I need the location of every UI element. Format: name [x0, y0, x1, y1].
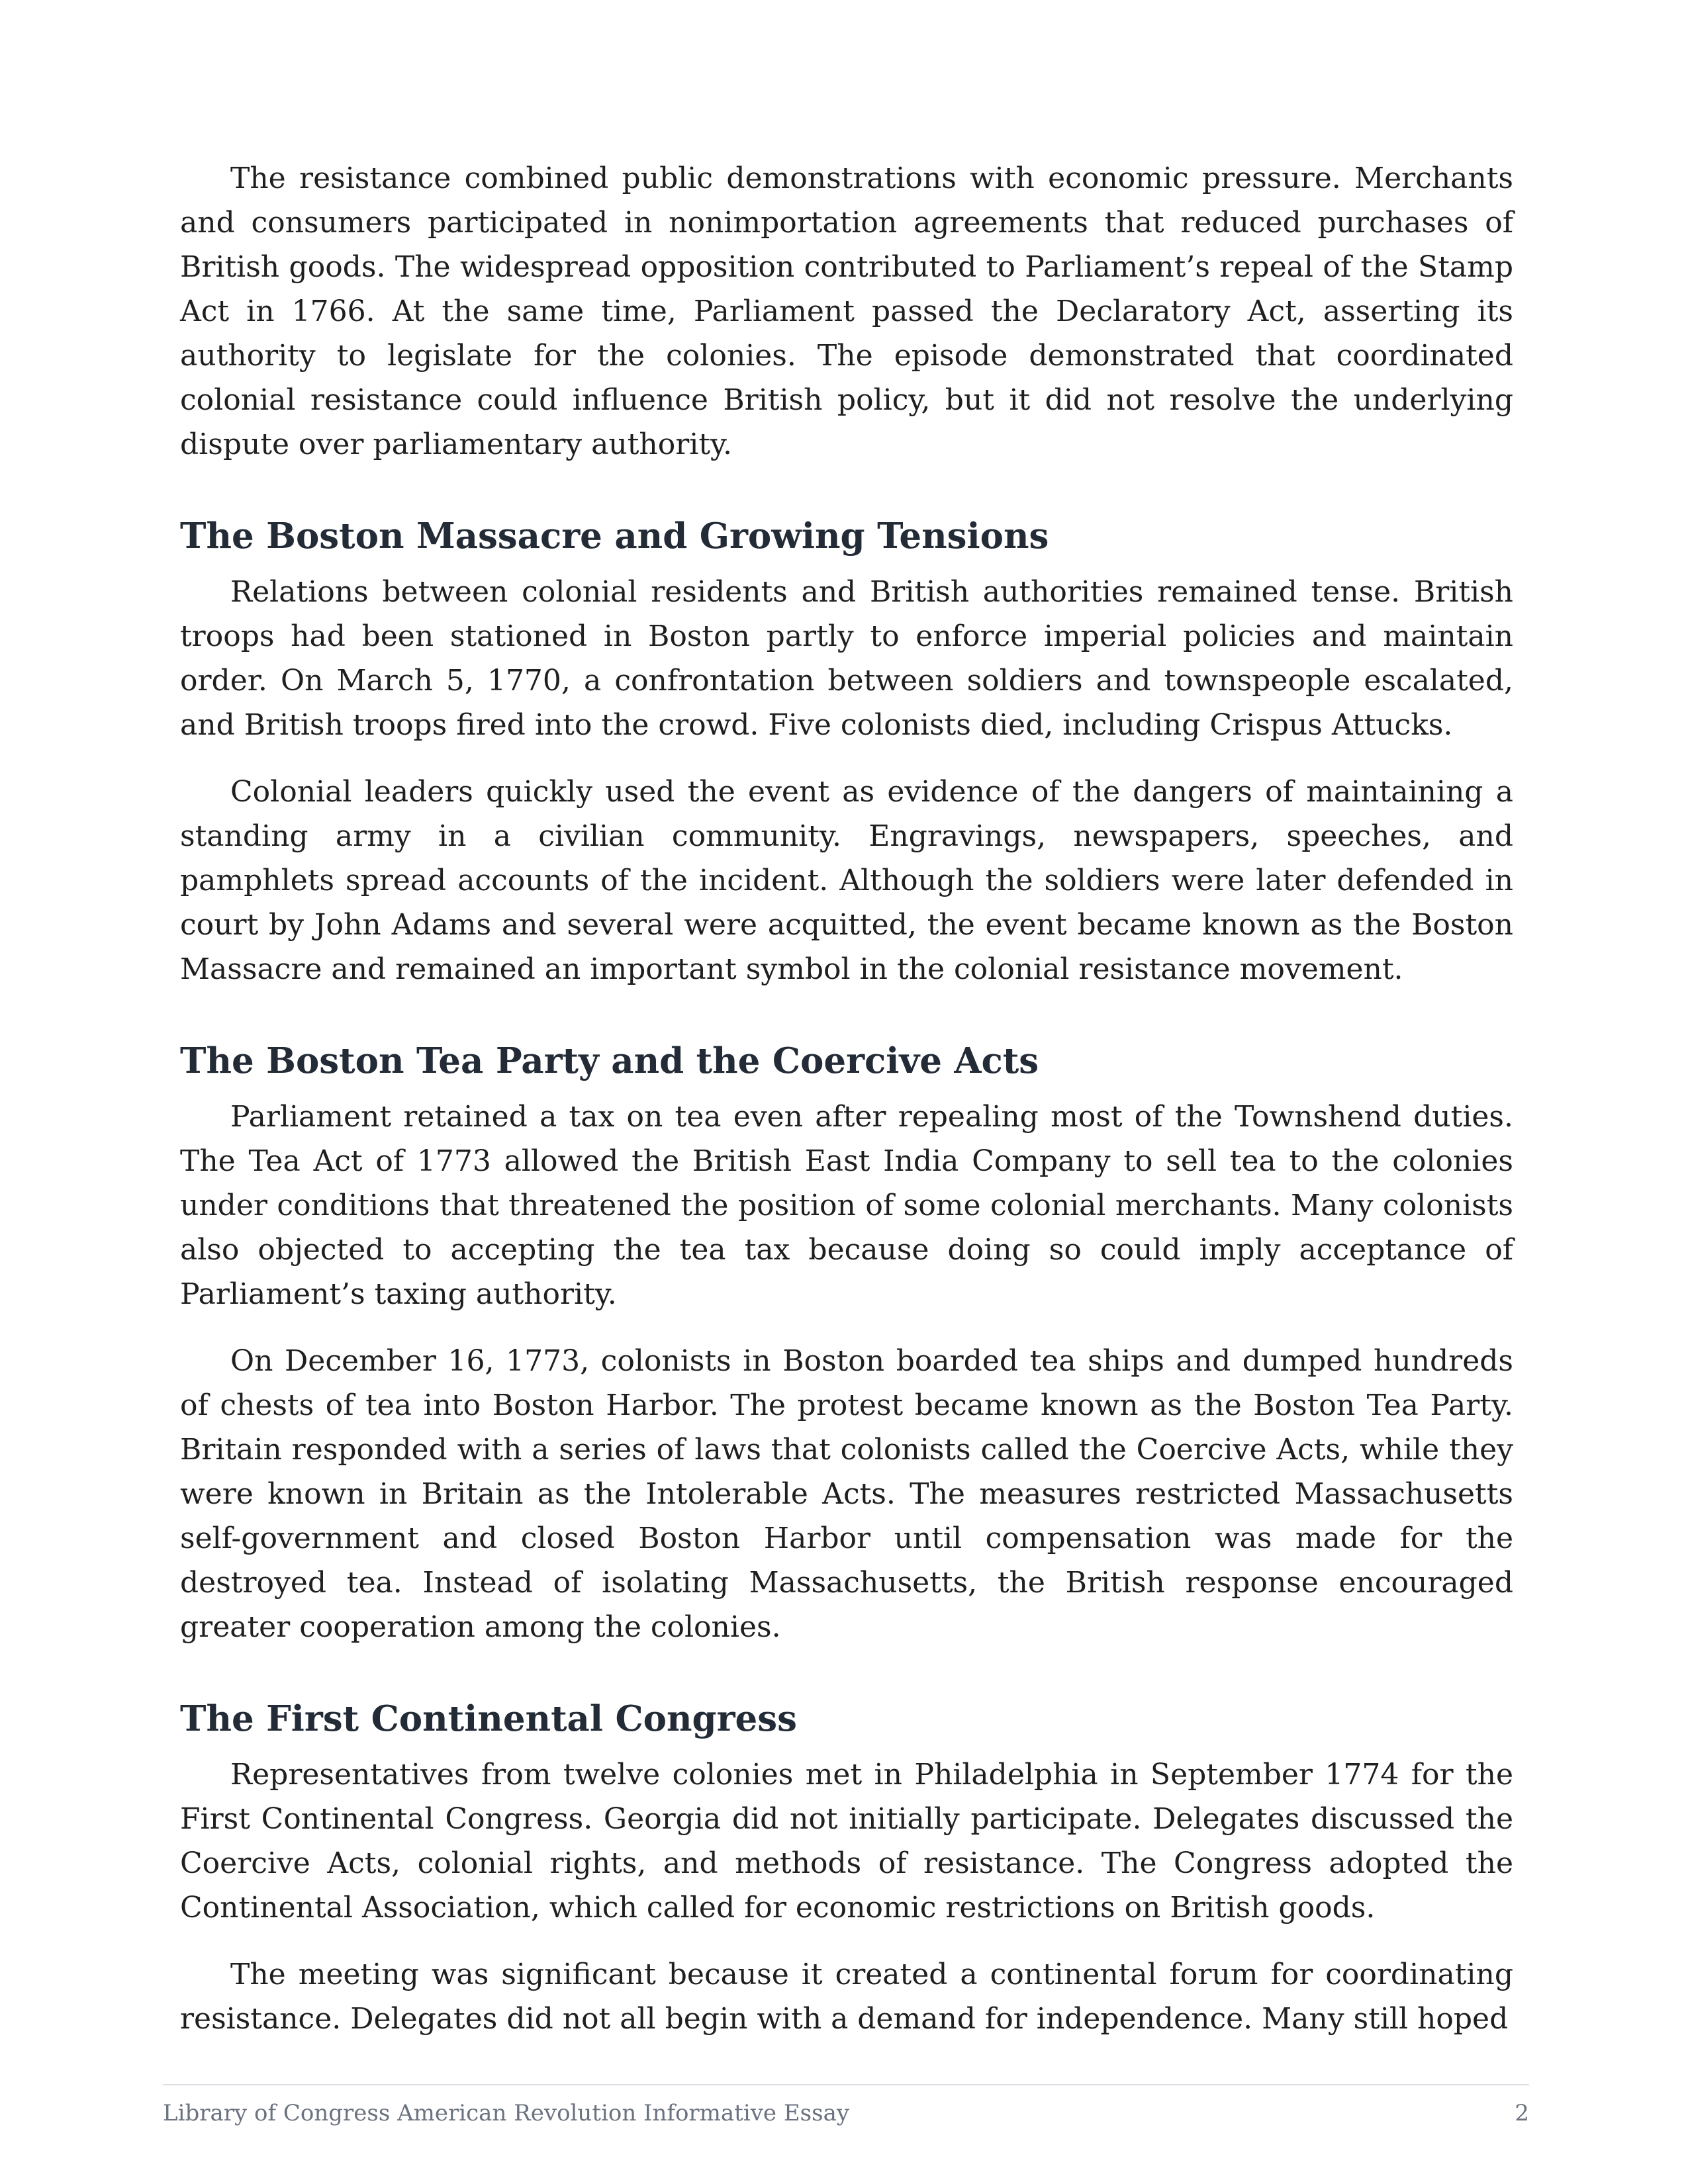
- paragraph: Colonial leaders quickly used the event as evidence of the dangers of maintaining a standing army in a civilian community. Engravings, newspapers, speeches, and pamphlets spread accounts of the incident. Although the soldiers were later defended in court by John Adams and several were acquitted, the event became known as the Boston Massacre and remained an important symbol in the colonial resistance movement.: [180, 775, 1513, 986]
- paragraph: Relations between colonial residents and British authorities remained tense. British troops had been stationed in Boston partly to enforce imperial policies and maintain order. On March 5, 1770, a confrontation between soldiers and townspeople escalated, and British troops fired into the crowd. Five colonists died, including Crispus Attucks.: [180, 575, 1513, 742]
- footer-document-title: Library of Congress American Revolution Informative Essay: [163, 2100, 850, 2126]
- section-heading-first-continental-congress: The First Continental Congress: [180, 1698, 797, 1739]
- footer-divider: [163, 2084, 1529, 2085]
- paragraph-continued: The meeting was significant because it created a continental forum for coordinating resistance. Delegates did not all begin with a demand for independence. Many still hoped: [180, 1958, 1513, 2036]
- footer-page-number: 2: [1515, 2100, 1529, 2126]
- paragraph: On December 16, 1773, colonists in Boston boarded tea ships and dumped hundreds of chests of tea into Boston Harbor. The protest became known as the Boston Tea Party. Britain responded with a series of laws that colonists called the Coercive Acts, while they were known in Britain as the Intolerable Acts. The measures restricted Massachusetts self-government and closed Boston Harbor until compensation was made for the destroyed tea. Instead of isolating Massachusetts, the British response encouraged greater cooperation among the colonies.: [180, 1344, 1513, 1644]
- paragraph: Representatives from twelve colonies met in Philadelphia in September 1774 for the First Continental Congress. Georgia did not initially participate. Delegates discussed the Coercive Acts, colonial rights, and methods of resistance. The Congress adopted the Continental Association, which called for economic restrictions on British goods.: [180, 1758, 1513, 1925]
- section-heading-boston-tea-party: The Boston Tea Party and the Coercive Acts: [180, 1040, 1039, 1081]
- paragraph-intro: The resistance combined public demonstrations with economic pressure. Merchants and consumers participated in nonimportation agreements that reduced purchases of British goods. The widespread opposition contributed to Parliament’s repeal of the Stamp Act in 1766. At the same time, Parliament passed the Declaratory Act, asserting its authority to legislate for the colonies. The episode demonstrated that coordinated colonial resistance could influence British policy, but it did not resolve the underlying dispute over parliamentary authority.: [180, 161, 1513, 461]
- paragraph: Parliament retained a tax on tea even after repealing most of the Townshend duties. The Tea Act of 1773 allowed the British East India Company to sell tea to the colonies under conditions that threatened the position of some colonial merchants. Many colonists also objected to accepting the tea tax because doing so could imply acceptance of Parliament’s taxing authority.: [180, 1100, 1513, 1311]
- section-heading-boston-massacre: The Boston Massacre and Growing Tensions: [180, 516, 1049, 557]
- document-body: [180, 156, 1513, 2041]
